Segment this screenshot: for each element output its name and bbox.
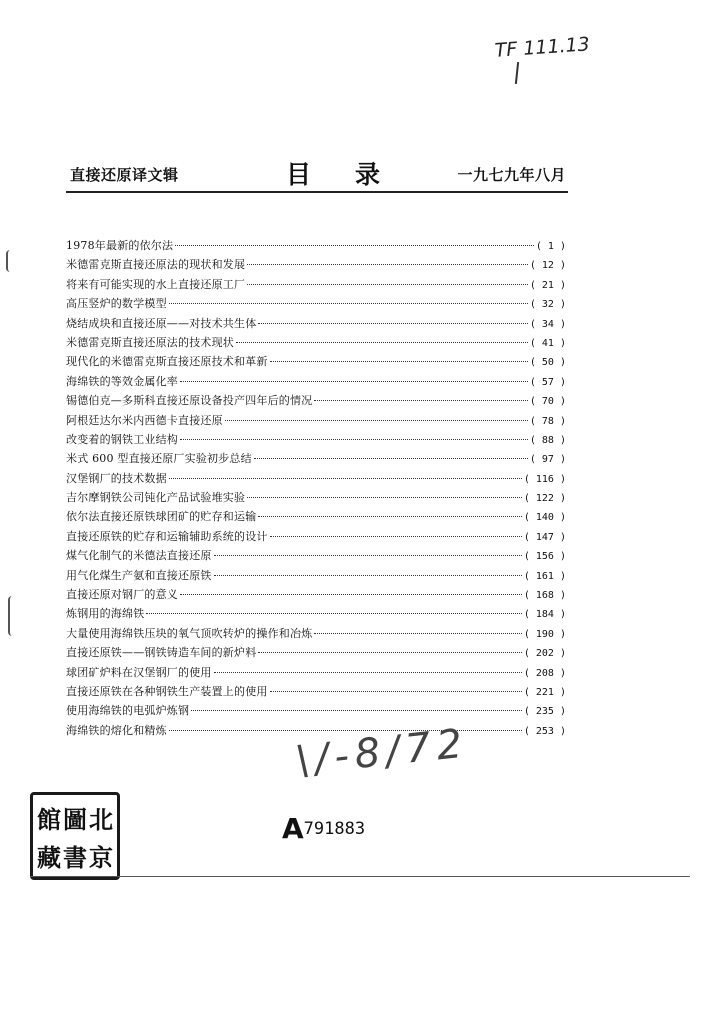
seal-character: 圖: [63, 804, 87, 834]
toc-entry: [66, 682, 566, 701]
toc-entry: [66, 236, 566, 255]
toc-entry-page: ( 116 ): [523, 473, 566, 485]
toc-entry-page: ( 70 ): [529, 396, 566, 408]
toc-entry: [66, 527, 566, 546]
toc-dot-leader: [214, 672, 522, 673]
toc-dot-leader: [314, 633, 521, 634]
seal-character: 館: [37, 804, 61, 834]
toc-entry: [66, 430, 566, 449]
toc-entry: [66, 663, 566, 682]
library-seal-grid: [36, 798, 114, 874]
header-rule: [66, 191, 568, 193]
accession-number: [282, 812, 365, 845]
toc-entry-page: ( 88 ): [529, 434, 566, 446]
toc-entry-title: 将来有可能实现的水上直接还原工厂: [66, 277, 246, 291]
toc-entry-title: 海绵铁的等效金属化率: [66, 374, 178, 388]
seal-character: 京: [89, 842, 113, 872]
toc-entry-page: ( 190 ): [523, 628, 566, 640]
toc-entry-title: 直接还原对钢厂的意义: [66, 588, 178, 602]
toc-entry: [66, 352, 566, 371]
handwritten-scribble: \/-8/72: [293, 720, 471, 785]
toc-entry: [66, 275, 566, 294]
toc-entry: [66, 469, 566, 488]
toc-entry: [66, 566, 566, 585]
toc-entry-page: ( 34 ): [529, 318, 566, 330]
toc-entry-page: ( 161 ): [523, 570, 566, 582]
toc-dot-leader: [169, 730, 522, 731]
toc-entry-title: 直接还原铁的贮存和运输辅助系统的设计: [66, 529, 268, 543]
toc-dot-leader: [169, 303, 528, 304]
toc-dot-leader: [180, 381, 528, 382]
toc-dot-leader: [247, 264, 528, 265]
toc-entry: [66, 624, 566, 643]
toc-dot-leader: [258, 516, 521, 517]
toc-dot-leader: [175, 245, 534, 246]
toc-entry: [66, 372, 566, 391]
toc-entry: [66, 643, 566, 662]
toc-entry-title: 烧结成块和直接还原——对技术共生体: [66, 316, 257, 330]
toc-entry-title: 吉尔摩钢铁公司钝化产品试验堆实验: [66, 491, 246, 505]
toc-entry: [66, 546, 566, 565]
accession-prefix: A: [282, 812, 304, 845]
toc-entry: [66, 585, 566, 604]
toc-entry-page: ( 147 ): [523, 531, 566, 543]
toc-entry-page: ( 184 ): [523, 609, 566, 621]
toc-dot-leader: [258, 323, 527, 324]
toc-entry: [66, 507, 566, 526]
toc-dot-leader: [169, 478, 522, 479]
seal-character: 書: [63, 842, 87, 872]
toc-dot-leader: [180, 439, 528, 440]
toc-entry-page: ( 156 ): [523, 551, 566, 563]
toc-entry: [66, 604, 566, 623]
page-title: 目录: [286, 160, 425, 189]
toc-entry-title: 1978年最新的依尔法: [66, 239, 174, 252]
toc-entry-page: ( 221 ): [523, 686, 566, 698]
toc-entry-title: 直接还原铁——钢铁铸造车间的新炉料: [66, 646, 257, 660]
toc-dot-leader: [270, 361, 528, 362]
table-of-contents: [66, 236, 566, 740]
accession-digits: 791883: [303, 819, 366, 839]
toc-entry: [66, 488, 566, 507]
toc-entry-title: 直接还原铁在各种钢铁生产装置上的使用: [66, 684, 268, 698]
toc-dot-leader: [270, 536, 522, 537]
toc-dot-leader: [270, 691, 522, 692]
footer-rule: [30, 876, 690, 877]
library-seal: [30, 792, 120, 880]
toc-entry-page: ( 32 ): [529, 299, 566, 311]
seal-character: 北: [89, 804, 113, 834]
toc-entry: [66, 333, 566, 352]
toc-entry-page: ( 122 ): [523, 493, 566, 505]
toc-dot-leader: [191, 710, 522, 711]
toc-entry-title: 汉堡钢厂的技术数据: [66, 471, 167, 485]
toc-entry-title: 阿根廷达尔米内西德卡直接还原: [66, 413, 223, 427]
toc-entry: [66, 701, 566, 720]
toc-entry-title: 改变着的钢铁工业结构: [66, 432, 178, 446]
toc-dot-leader: [180, 594, 522, 595]
toc-dot-leader: [258, 652, 521, 653]
toc-entry: [66, 255, 566, 274]
series-name: 直接还原译文辑: [70, 166, 179, 184]
toc-dot-leader: [254, 458, 528, 459]
toc-entry-title: 煤气化制气的米德法直接还原: [66, 549, 212, 563]
toc-entry-page: ( 97 ): [529, 454, 566, 466]
margin-mark: [8, 596, 20, 636]
handwritten-call-number: TF 111.13: [494, 33, 591, 62]
toc-entry: [66, 391, 566, 410]
toc-entry: [66, 449, 566, 468]
toc-entry-page: ( 1 ): [535, 241, 566, 252]
toc-dot-leader: [247, 284, 528, 285]
toc-entry-page: ( 78 ): [529, 415, 566, 427]
toc-entry-page: ( 202 ): [523, 648, 566, 660]
toc-dot-leader: [225, 420, 528, 421]
toc-entry-page: ( 140 ): [523, 512, 566, 524]
toc-entry-title: 用气化煤生产氨和直接还原铁: [66, 568, 212, 582]
toc-entry-page: ( 41 ): [529, 337, 566, 349]
toc-dot-leader: [247, 497, 522, 498]
publication-date: 一九七九年八月: [457, 166, 566, 184]
toc-entry-page: ( 208 ): [523, 667, 566, 679]
toc-entry-title: 锡德伯克—多斯科直接还原设备投产四年后的情况: [66, 394, 313, 408]
toc-dot-leader: [214, 555, 522, 556]
toc-entry: [66, 314, 566, 333]
toc-entry-title: 现代化的米德雷克斯直接还原技术和革新: [66, 355, 268, 369]
toc-entry: [66, 294, 566, 313]
toc-entry-title: 大量使用海绵铁压块的氧气顶吹转炉的操作和冶炼: [66, 626, 313, 640]
toc-entry-page: ( 57 ): [529, 376, 566, 388]
toc-entry-page: ( 235 ): [523, 706, 566, 718]
toc-dot-leader: [146, 613, 521, 614]
toc-dot-leader: [236, 342, 528, 343]
toc-entry-page: ( 21 ): [529, 279, 566, 291]
toc-dot-leader: [214, 575, 522, 576]
toc-entry-title: 高压竖炉的数学模型: [66, 297, 167, 311]
page-header: [68, 152, 568, 192]
toc-entry-page: ( 50 ): [529, 357, 566, 369]
toc-entry-title: 米式 600 型直接还原厂实验初步总结: [66, 452, 252, 466]
margin-mark: [6, 250, 18, 272]
toc-entry-title: 炼钢用的海绵铁: [66, 607, 145, 621]
toc-entry-page: ( 168 ): [523, 590, 566, 602]
toc-entry-title: 海绵铁的熔化和精炼: [66, 723, 167, 737]
toc-entry-page: ( 12 ): [529, 260, 566, 272]
toc-entry-title: 依尔法直接还原铁球团矿的贮存和运输: [66, 510, 257, 524]
toc-entry-page: ( 253 ): [523, 725, 566, 737]
toc-entry-title: 球团矿炉料在汉堡钢厂的使用: [66, 665, 212, 679]
toc-entry: [66, 411, 566, 430]
toc-dot-leader: [314, 400, 527, 401]
seal-character: 藏: [37, 842, 61, 872]
toc-entry-title: 使用海绵铁的电弧炉炼钢: [66, 704, 190, 718]
toc-entry-title: 米德雷克斯直接还原法的技术现状: [66, 335, 234, 349]
toc-entry-title: 米德雷克斯直接还原法的现状和发展: [66, 258, 246, 272]
